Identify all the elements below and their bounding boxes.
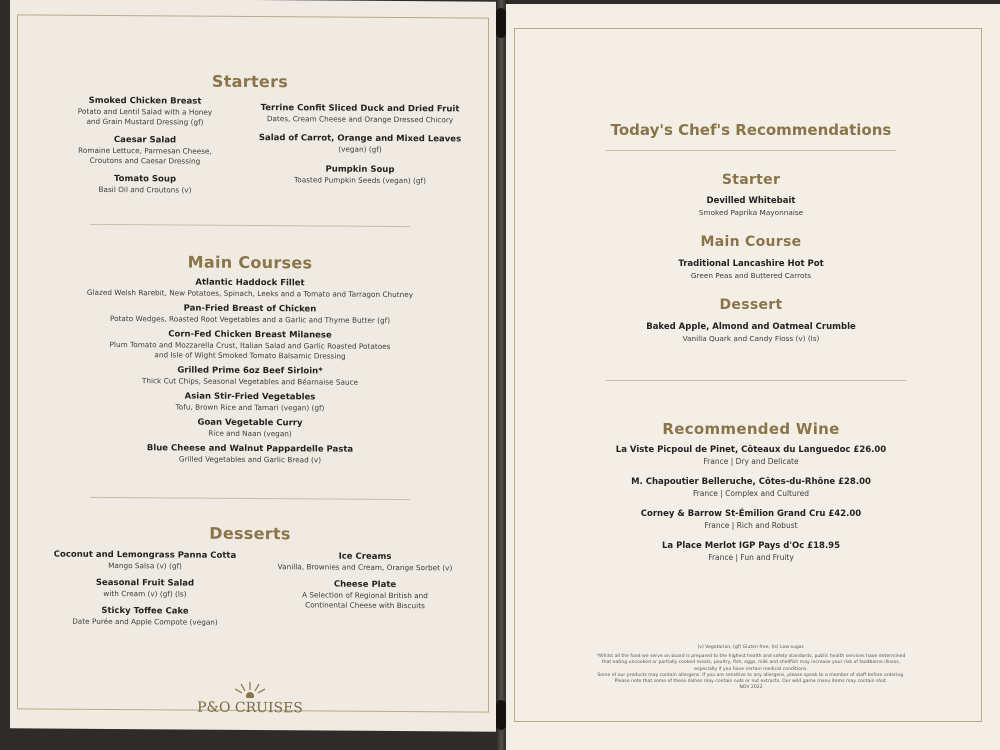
mains-heading: Main Courses	[187, 252, 313, 273]
wine-name: La Viste Picpoul de Pinet, Côteaux du Languedoc £26.00	[615, 445, 887, 455]
wine-item	[506, 509, 996, 530]
dish-name-text: Salad of Carrot, Orange and Mixed Leaves	[258, 133, 462, 145]
sunburst-icon	[230, 680, 270, 698]
dish-name: Grilled Prime 6oz Beef Sirloin*	[177, 365, 323, 377]
wine-item	[506, 541, 996, 562]
dessert-desc: Vanilla Quark and Candy Floss (v) (ls)	[682, 334, 820, 343]
menu-item	[255, 103, 465, 125]
dish-description: Plum Tomato and Mozzarella Crust, Italian Salad and Garlic Roasted Potatoes	[109, 339, 391, 351]
dish-description: Rice and Naan (vegan)	[208, 428, 292, 439]
dish-description: and Grain Mustard Dressing (gf)	[86, 116, 204, 127]
wine-description: France | Complex and Cultured	[692, 489, 810, 498]
starter-desc: Smoked Paprika Mayonnaise	[698, 208, 804, 217]
menu-item	[40, 550, 250, 572]
footnote-line: Some of our products may contain allergens. If you are sensitive to any allergens, please speak to a member of staff before ordering.	[597, 672, 905, 678]
dessert-dish: Baked Apple, Almond and Oatmeal Crumble	[646, 322, 856, 332]
dish-name: Coconut and Lemongrass Panna Cotta	[53, 549, 237, 561]
main-course-heading: Main Course	[700, 234, 802, 250]
dish-name: Terrine Confit Sliced Duck and Dried Fruit	[260, 103, 460, 115]
wine-item	[506, 477, 996, 498]
wine-description: France | Dry and Delicate	[703, 457, 799, 466]
dish-description: with Cream (v) (gf) (ls)	[103, 588, 187, 599]
footnote-line: especially if you have certain medical conditions.	[694, 666, 808, 672]
main-course-desc: Green Peas and Buttered Carrots	[690, 271, 812, 280]
menu-item	[260, 551, 470, 573]
dish-description: A Selection of Regional British and	[302, 590, 428, 601]
dish-description: Glazed Welsh Rarebit, New Potatoes, Spinach, Leeks and a Tomato and Tarragon Chutney	[86, 287, 414, 300]
menu-item	[260, 579, 470, 611]
mains-list	[30, 276, 470, 471]
menu-item	[50, 96, 240, 128]
left-menu-page	[10, 0, 498, 732]
wine-heading: Recommended Wine	[662, 420, 840, 438]
dish-description: and Isle of Wight Smoked Tomato Balsamic Dressing	[154, 350, 346, 361]
footnotes	[566, 645, 936, 691]
starters-heading: Starters	[211, 71, 289, 92]
footnote-line: NOV 2022	[739, 685, 763, 691]
menu-item	[255, 133, 465, 156]
right-menu-page	[506, 4, 1000, 750]
dish-description: Romaine Lettuce, Parmesan Cheese,	[78, 145, 212, 156]
menu-item	[30, 276, 470, 300]
dish-description: Vanilla, Brownies and Cream, Orange Sorbet (v)	[277, 562, 453, 573]
desserts-col2	[260, 551, 470, 618]
dietary-tags: (vegan) (gf)	[338, 144, 382, 154]
menu-item	[50, 174, 240, 196]
binder-ring	[496, 8, 506, 38]
desserts-col1	[40, 550, 250, 635]
wine-list	[506, 445, 996, 573]
starter-heading: Starter	[721, 172, 781, 188]
dish-name: Tomato Soup	[113, 174, 177, 185]
dish-name: Corn-Fed Chicken Breast Milanese	[168, 329, 332, 341]
divider	[606, 150, 896, 151]
logo-text: P&O CRUISES	[197, 699, 303, 717]
chefs-recommendations-title: Today's Chef's Recommendations	[610, 121, 892, 139]
footnote-line: (v) Vegetarian, (gf) Gluten free, (ls) Low sugar.	[697, 645, 805, 650]
dish-description: Mango Salsa (v) (gf)	[108, 560, 182, 571]
wine-item	[506, 445, 996, 466]
dish-description: Grilled Vegetables and Garlic Bread (v)	[178, 454, 322, 465]
dish-name: Blue Cheese and Walnut Pappardelle Pasta	[146, 443, 354, 455]
dish-name: Seasonal Fruit Salad	[95, 577, 195, 589]
dish-name: Cheese Plate	[333, 579, 397, 590]
dish-description: Thick Cut Chips, Seasonal Vegetables and Béarnaise Sauce	[141, 376, 359, 387]
menu-item	[40, 606, 250, 628]
wine-description: France | Rich and Robust	[704, 521, 798, 530]
dish-description: Tofu, Brown Rice and Tamari (vegan) (gf)	[175, 402, 325, 413]
footnote-line: *Whilst all the food we serve on board is prepared to the highest health and safety standards, public health services have determined	[596, 654, 906, 660]
dish-name: Goan Vegetable Curry	[197, 417, 303, 429]
main-course-dish: Traditional Lancashire Hot Pot	[678, 259, 824, 269]
divider	[606, 380, 906, 381]
desserts-heading: Desserts	[209, 523, 291, 544]
wine-name: Corney & Barrow St-Émilion Grand Cru £42.00	[640, 509, 862, 519]
footnote-line: Please note that some of these dishes may contain nuts or nut extracts. Our wild game menu items may contain shot.	[614, 679, 888, 685]
menu-item	[30, 442, 470, 466]
dessert-heading: Dessert	[719, 297, 783, 313]
dish-name: Pan-Fried Breast of Chicken	[183, 303, 317, 315]
dish-name: Caesar Salad	[113, 135, 177, 146]
menu-item	[30, 364, 470, 388]
wine-name: M. Chapoutier Belleruche, Côtes-du-Rhône £28.00	[631, 477, 871, 487]
dish-description: Toasted Pumpkin Seeds (vegan) (gf)	[294, 175, 426, 186]
dish-description: Potato and Lentil Salad with a Honey	[77, 106, 213, 117]
dish-name: Smoked Chicken Breast	[88, 95, 202, 107]
dish-description: Basil Oil and Croutons (v)	[98, 184, 192, 195]
dish-description: Dates, Cream Cheese and Orange Dressed Chicory	[266, 114, 454, 125]
binder-ring	[496, 700, 506, 730]
starter-dish: Devilled Whitebait	[706, 196, 796, 206]
menu-item	[255, 164, 465, 186]
starters-col1	[50, 96, 240, 204]
po-cruises-logo	[10, 678, 490, 717]
dish-name: Ice Creams	[338, 551, 392, 562]
dish-description: Continental Cheese with Biscuits	[305, 600, 425, 611]
menu-item	[30, 302, 470, 326]
menu-item	[30, 328, 470, 362]
menu-item	[30, 416, 470, 440]
dish-description: Potato Wedges, Roasted Root Vegetables and a Garlic and Thyme Butter (gf)	[109, 313, 391, 325]
menu-item	[50, 135, 240, 167]
dish-name: Atlantic Haddock Fillet	[195, 277, 305, 289]
wine-name: La Place Merlot IGP Pays d'Oc £18.95	[661, 541, 841, 551]
dish-name: Asian Stir-Fried Vegetables	[184, 391, 316, 403]
footnote-line: that eating uncooked or partially cooked meats, poultry, fish, eggs, milk and shellfish may increase your risk of foodborne illness,	[601, 660, 901, 666]
dish-description: Croutons and Caesar Dressing	[89, 155, 201, 166]
dish-name	[255, 133, 465, 156]
menu-item	[30, 390, 470, 414]
dish-name: Pumpkin Soup	[325, 164, 395, 175]
menu-item	[40, 578, 250, 600]
wine-description: France | Fun and Fruity	[708, 553, 794, 562]
dish-description: Date Purée and Apple Compote (vegan)	[72, 616, 218, 627]
dish-name: Sticky Toffee Cake	[101, 605, 189, 617]
starters-col2	[255, 103, 465, 195]
